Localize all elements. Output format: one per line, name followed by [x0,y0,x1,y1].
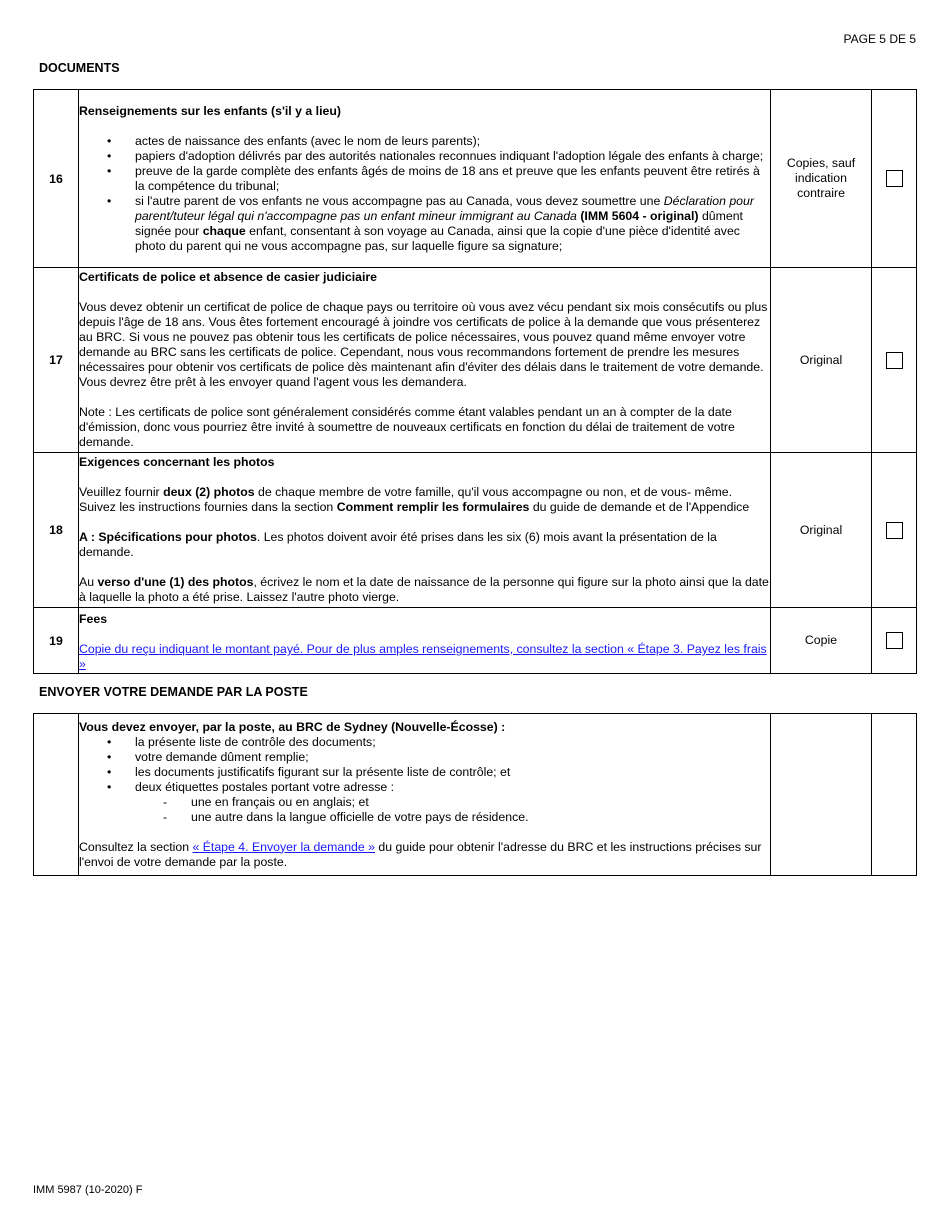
row-number-empty [34,714,79,876]
checkbox[interactable] [886,632,903,649]
row-content [79,714,771,876]
list-item: • les documents justificatifs figurant sur la présente liste de contrôle; et [79,765,770,780]
checkbox[interactable] [886,352,903,369]
row-heading: Exigences concernant les photos [79,455,275,469]
row-status-empty [771,714,872,876]
page-number: PAGE 5 DE 5 [843,32,916,46]
row-content [79,453,771,608]
row-paragraph: Note : Les certificats de police sont généralement considérés comme étant valables pendant un an à compter de la date d'émission, donc vous pourriez être invité à soumettre de nouveaux certificats en fonction du délai de traitement de votre demande. [79,405,735,449]
row-content [79,608,771,674]
row-number: 19 [34,608,79,674]
row-status: Original [771,268,872,453]
list-item: • deux étiquettes postales portant votre adresse : [79,780,770,795]
table-row [34,714,917,876]
row-heading: Renseignements sur les enfants (s'il y a lieu) [79,103,341,118]
table-row [34,608,917,674]
row-number: 17 [34,268,79,453]
mail-heading: Vous devez envoyer, par la poste, au BRC de Sydney (Nouvelle-Écosse) : [79,719,506,734]
list-item: • la présente liste de contrôle des documents; [79,735,770,750]
list-item: • preuve de la garde complète des enfants âgés de moins de 18 ans et preuve que les enfants peuvent être retirés à la compétence du tribunal; [79,164,770,194]
form-code-footer: IMM 5987 (10-2020) F [33,1184,143,1196]
mail-paragraph: Consultez la section « Étape 4. Envoyer la demande » du guide pour obtenir l'adresse du BRC et les instructions précises sur l'envoi de votre demande par la poste. [79,839,762,869]
row-heading: Certificats de police et absence de casier judiciaire [79,270,377,284]
list-item: - une autre dans la langue officielle de votre pays de résidence. [79,810,770,825]
list-item: • votre demande dûment remplie; [79,750,770,765]
checkbox[interactable] [886,170,903,187]
mail-table [33,713,917,876]
row-check-cell [872,453,917,608]
row-check-empty [872,714,917,876]
row-status: Copies, sauf indication contraire [771,90,872,268]
row-paragraph: Vous devez obtenir un certificat de police de chaque pays ou territoire où vous avez vécu pendant six mois consécutifs ou plus depuis l'âge de 18 ans. Vous êtes fortement encouragé à joindre vos certificats de police à la demande que vous présenterez au BRC. Si vous ne pouvez pas obtenir tous les certificats de police nécessaires, vous pouvez quand même envoyer votre demande au BRC sans les certificats de police. Cependant, nous vous recommandons fortement de prendre les mesures nécessaires pour obtenir vos certificats de police dès maintenant afin d'éviter des délais dans le traitement de votre demande. Vous devrez être prêt à les envoyer quand l'agent vous les demandera. [79,300,768,389]
row-paragraph: Au verso d'une (1) des photos, écrivez le nom et la date de naissance de la personne qui figure sur la photo ainsi que la date à laquelle la photo a été prise. Laissez l'autre photo vierge. [79,575,769,604]
table-row [34,453,917,608]
documents-table [33,89,917,674]
table-row [34,268,917,453]
step4-link[interactable]: « Étape 4. Envoyer la demande » [192,839,375,854]
list-item: - une en français ou en anglais; et [79,795,770,810]
bullet-list [79,735,770,795]
row-check-cell [872,608,917,674]
row-heading: Fees [79,612,108,626]
list-item: • papiers d'adoption délivrés par des autorités nationales reconnues indiquant l'adoption légale des enfants à charge; [79,149,770,164]
list-item: • actes de naissance des enfants (avec le nom de leurs parents); [79,134,770,149]
list-item: • si l'autre parent de vos enfants ne vous accompagne pas au Canada, vous devez soumettre une Déclaration pour parent/tuteur légal qui n'accompagne pas un enfant mineur immigrant au Canada (IMM 5604 - original) dûment signée pour chaque enfant, consentant à son voyage au Canada, ainsi que la copie d'une pièce d'identité avec photo du parent qui ne vous accompagne pas, sur laquelle figure sa signature; [79,194,770,254]
table-row [34,90,917,268]
row-status: Original [771,453,872,608]
dash-list [79,795,770,825]
row-check-cell [872,90,917,268]
row-content [79,268,771,453]
row-paragraph: Veuillez fournir deux (2) photos de chaque membre de votre famille, qu'il vous accompagne ou non, et de vous- même. Suivez les instructions fournies dans la section Comment remplir les formulaires du guide de demande et de l'Appendice [79,485,750,514]
row-content [79,90,771,268]
row-number: 18 [34,453,79,608]
row-paragraph: A : Spécifications pour photos. Les photos doivent avoir été prises dans les six (6) mois avant la présentation de la demande. [79,530,717,559]
bullet-list [79,134,770,254]
fees-link[interactable]: Copie du reçu indiquant le montant payé. Pour de plus amples renseignements, consultez la section « Étape 3. Payez les frais » [79,642,767,671]
checkbox[interactable] [886,522,903,539]
documents-title: DOCUMENTS [39,61,120,75]
row-check-cell [872,268,917,453]
mail-title: ENVOYER VOTRE DEMANDE PAR LA POSTE [39,685,308,699]
row-status: Copie [771,608,872,674]
row-number: 16 [34,90,79,268]
